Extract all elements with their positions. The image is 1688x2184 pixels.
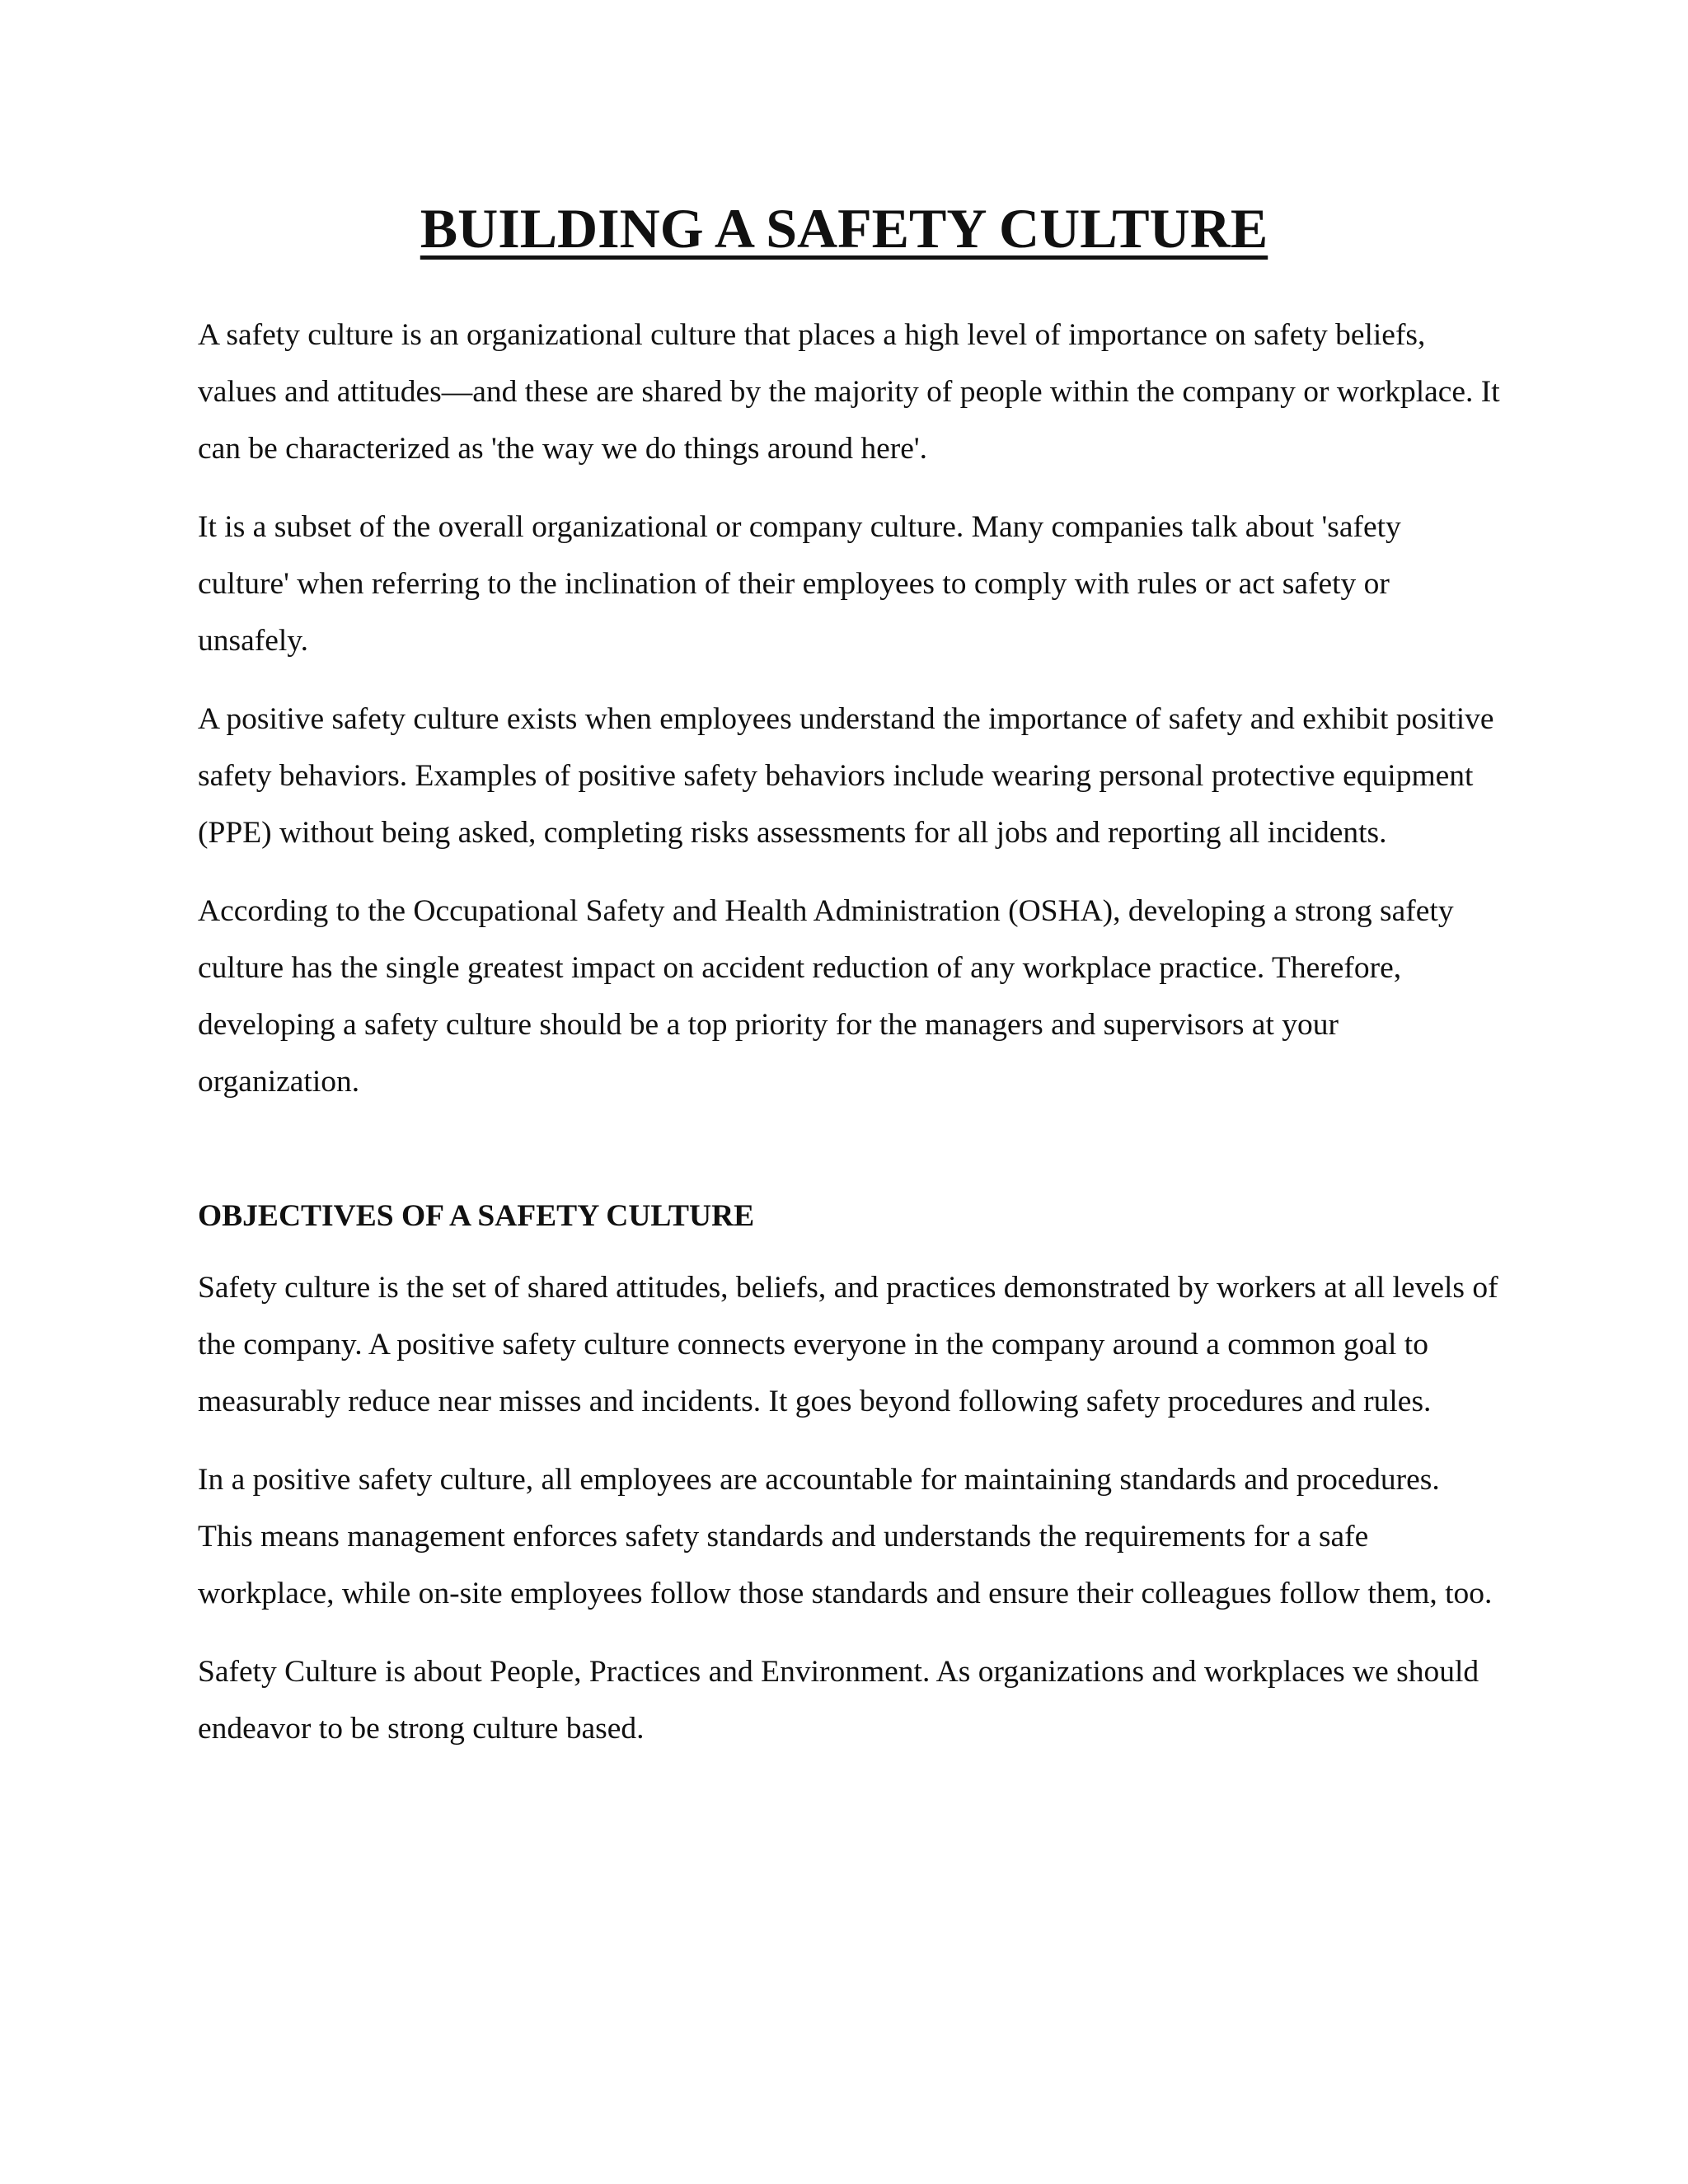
section-paragraph-3: Safety Culture is about People, Practices and Environment. As organizations and workplaces we should endeavor to be strong culture based. xyxy=(198,1655,1479,1746)
section-paragraph-1: Safety culture is the set of shared attitudes, beliefs, and practices demonstrated by workers at all levels of the company. A positive safety culture connects everyone in the company around a common goal to measurably reduce near misses and incidents. It goes beyond following safety procedures and rules. xyxy=(198,1271,1498,1418)
intro-paragraph-4: According to the Occupational Safety and Health Administration (OSHA), developing a strong safety culture has the single greatest impact on accident reduction of any workplace practice. Therefore, developing a safety culture should be a top priority for the managers and supervisors at your organization. xyxy=(198,894,1454,1099)
intro-paragraph-1: A safety culture is an organizational culture that places a high level of importance on safety beliefs, values and attitudes—and these are shared by the majority of people within the company or workplace. It can be characterized as 'the way we do things around here'. xyxy=(198,318,1500,466)
section-paragraph-2: In a positive safety culture, all employees are accountable for maintaining standards and procedures. This means management enforces safety standards and understands the requirements for a safe workplace, while on-site employees follow those standards and ensure their colleagues follow them, too. xyxy=(198,1463,1493,1610)
document-body xyxy=(198,307,1500,1779)
intro-paragraph-3: A positive safety culture exists when employees understand the importance of safety and exhibit positive safety behaviors. Examples of positive safety behaviors include wearing personal protective equipment (PPE) without being asked, completing risks assessments for all jobs and reporting all incidents. xyxy=(198,702,1494,850)
section-heading: OBJECTIVES OF A SAFETY CULTURE xyxy=(198,1199,755,1233)
intro-paragraph-2: It is a subset of the overall organizational or company culture. Many companies talk about 'safety culture' when referring to the inclination of their employees to comply with rules or act safety or unsafely. xyxy=(198,510,1401,658)
page-title: BUILDING A SAFETY CULTURE xyxy=(420,197,1268,260)
